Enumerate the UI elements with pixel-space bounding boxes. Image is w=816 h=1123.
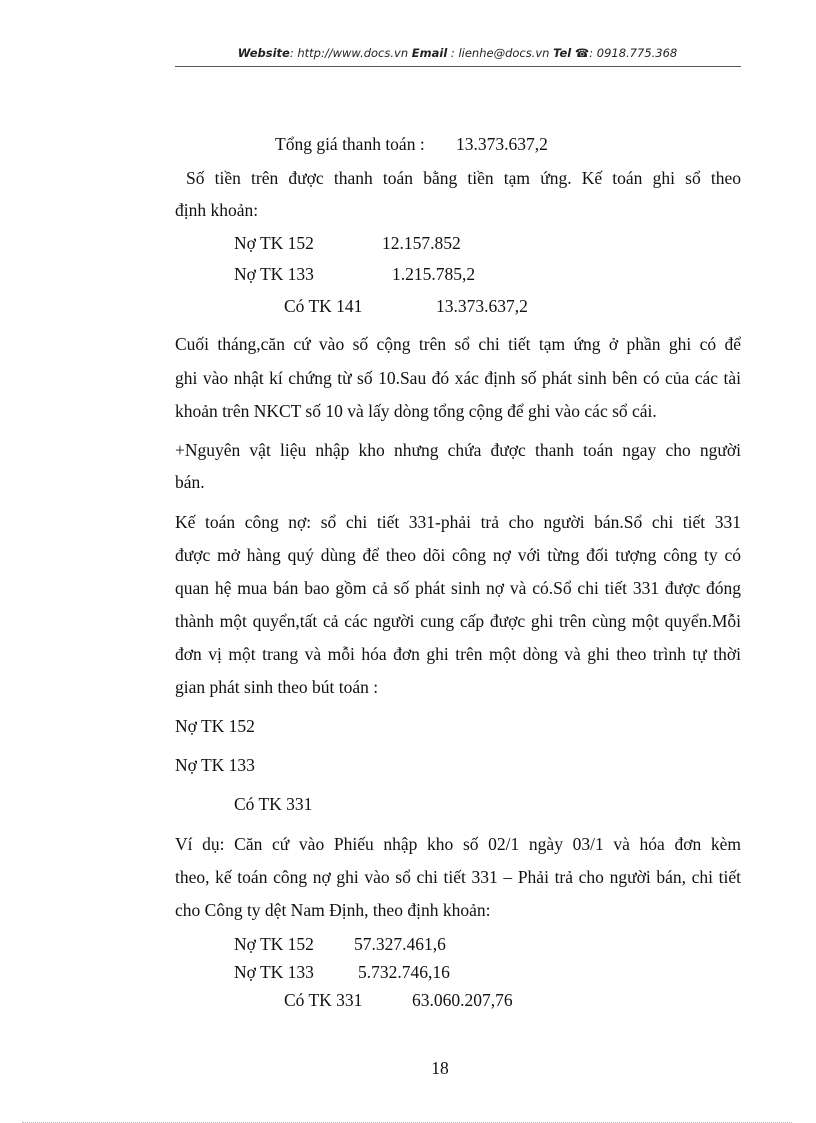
paragraph-4-line-3: quan hệ mua bán bao gồm cả số phát sinh nợ và có.Sổ chi tiết 331 được đóng <box>175 578 741 598</box>
entry-1-credit-141-value: 13.373.637,2 <box>436 296 528 316</box>
paragraph-4-line-1: Kế toán công nợ: sổ chi tiết 331-phải trả cho người bán.Sổ chi tiết 331 <box>175 512 741 532</box>
entry-3-debit-133-label: Nợ TK 133 <box>234 962 314 982</box>
total-value: 13.373.637,2 <box>456 134 548 154</box>
paragraph-3-line-1: +Nguyên vật liệu nhập kho nhưng chứa được thanh toán ngay cho người <box>175 440 741 460</box>
paragraph-1-line-1: Số tiền trên được thanh toán bằng tiền tạm ứng. Kế toán ghi sổ theo <box>186 168 741 188</box>
entry-2-credit-331: Có TK 331 <box>234 794 313 814</box>
entry-1-credit-141-label: Có TK 141 <box>284 296 363 316</box>
total-label: Tổng giá thanh toán : <box>275 134 425 154</box>
entry-1-debit-152-label: Nợ TK 152 <box>234 233 314 253</box>
paragraph-4-line-4: thành một quyển,tất cả các người cung cấp được ghi trên cùng một quyển.Mỗi <box>175 611 741 631</box>
entry-3-debit-152-label: Nợ TK 152 <box>234 934 314 954</box>
paragraph-2-line-2: ghi vào nhật kí chứng từ số 10.Sau đó xác định số phát sinh bên có của các tài <box>175 368 741 388</box>
website-value: : http://www.docs.vn <box>289 46 409 60</box>
paragraph-5-line-1: Ví dụ: Căn cứ vào Phiếu nhập kho số 02/1 ngày 03/1 và hóa đơn kèm <box>175 834 741 854</box>
paragraph-2-line-1: Cuối tháng,căn cứ vào số cộng trên sổ chi tiết tạm ứng ở phần ghi có để <box>175 334 741 354</box>
tel-value: : 0918.775.368 <box>589 46 678 60</box>
page-number: 18 <box>431 1058 449 1078</box>
email-label: Email <box>411 46 448 60</box>
paragraph-5-line-3: cho Công ty dệt Nam Định, theo định khoản: <box>175 900 491 920</box>
entry-1-debit-133-label: Nợ TK 133 <box>234 264 314 284</box>
phone-icon: ☎ <box>574 46 590 60</box>
tel-label: Tel <box>553 46 572 60</box>
paragraph-4-line-2: được mở hàng quý dùng để theo dõi công nợ với từng đối tượng công ty có <box>175 545 741 565</box>
paragraph-4-line-6: gian phát sinh theo bút toán : <box>175 677 379 697</box>
website-label: Website <box>237 46 290 60</box>
entry-3-credit-331-label: Có TK 331 <box>284 990 363 1010</box>
entry-2-debit-133: Nợ TK 133 <box>175 755 255 775</box>
paragraph-5-line-2: theo, kế toán công nợ ghi vào sổ chi tiết 331 – Phải trả cho người bán, chi tiết <box>175 867 741 887</box>
paragraph-1-line-2: định khoản: <box>175 200 259 220</box>
entry-1-debit-133-value: 1.215.785,2 <box>392 264 476 284</box>
email-value: : lienhe@docs.vn <box>450 46 550 60</box>
entry-3-debit-133-value: 5.732.746,16 <box>358 962 450 982</box>
paragraph-3-line-2: bán. <box>175 472 205 492</box>
entry-1-debit-152-value: 12.157.852 <box>382 233 461 253</box>
entry-3-credit-331-value: 63.060.207,76 <box>412 990 513 1010</box>
entry-2-debit-152: Nợ TK 152 <box>175 716 255 736</box>
paragraph-2-line-3: khoản trên NKCT số 10 và lấy dòng tổng cộng để ghi vào các sổ cái. <box>175 401 657 421</box>
entry-3-debit-152-value: 57.327.461,6 <box>354 934 446 954</box>
page-header <box>175 46 740 60</box>
header-divider <box>175 66 741 67</box>
paragraph-4-line-5: đơn vị một trang và mỗi hóa đơn ghi trên một dòng và ghi theo trình tự thời <box>175 644 741 664</box>
